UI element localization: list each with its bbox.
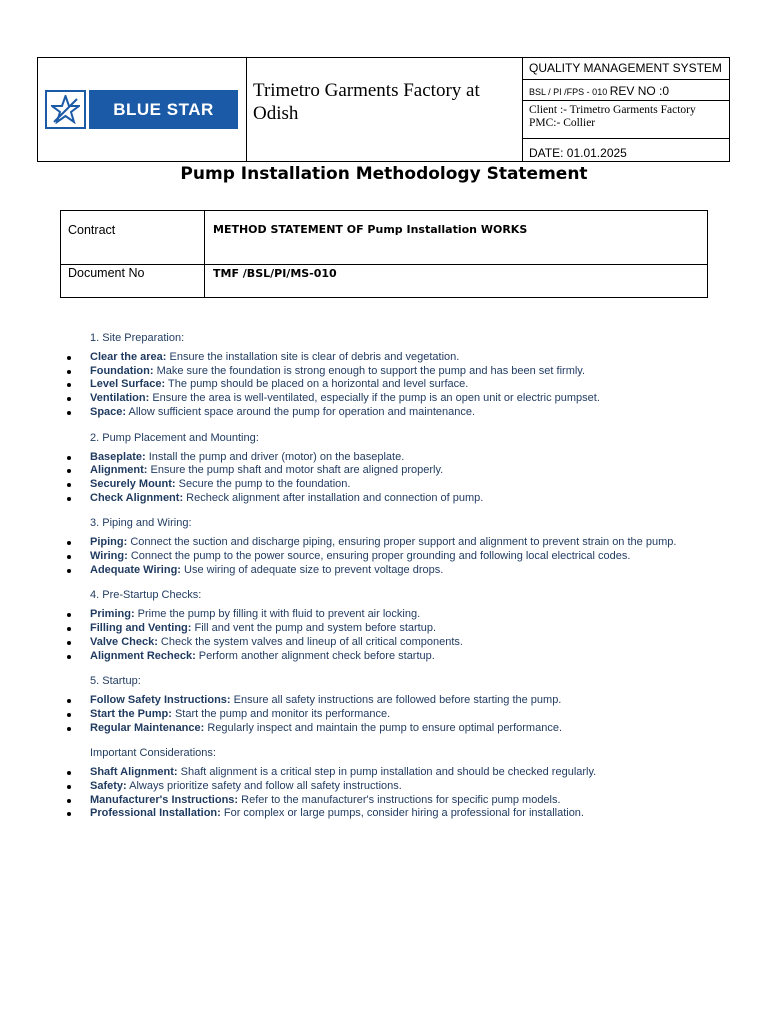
item-text: Ensure the pump shaft and motor shaft are aligned properly. bbox=[147, 464, 444, 477]
bullet-list bbox=[0, 608, 768, 663]
item-term: Level Surface: bbox=[90, 378, 166, 391]
item-text: Perform another alignment check before startup. bbox=[195, 649, 435, 662]
item-term: Professional Installation: bbox=[90, 807, 221, 820]
pmc-label: PMC:- Collier bbox=[529, 117, 596, 129]
item-text: Connect the pump to the power source, ensuring proper grounding and following local electrical codes. bbox=[127, 550, 631, 563]
bullet-list bbox=[0, 351, 768, 420]
item-term: Baseplate: bbox=[90, 450, 146, 463]
section-heading: 2. Pump Placement and Mounting: bbox=[90, 431, 259, 444]
list-item bbox=[90, 464, 680, 478]
contract-table bbox=[60, 210, 708, 298]
item-text: Always prioritize safety and follow all safety instructions. bbox=[126, 780, 402, 793]
item-term: Ventilation: bbox=[90, 392, 150, 405]
list-item bbox=[90, 622, 680, 636]
info-cell bbox=[522, 58, 729, 161]
bullet-list bbox=[0, 694, 768, 735]
list-item bbox=[90, 392, 680, 406]
company-name: Trimetro Garments Factory at Odish bbox=[253, 80, 480, 124]
section bbox=[0, 431, 768, 506]
item-text: Ensure the installation site is clear of debris and vegetation. bbox=[166, 351, 460, 363]
item-term: Foundation: bbox=[90, 364, 154, 377]
bullet-list bbox=[0, 766, 768, 821]
document-title: Pump Installation Methodology Statement bbox=[180, 164, 588, 184]
contract-label: Contract bbox=[68, 223, 116, 237]
section bbox=[0, 331, 768, 420]
date-label: DATE: 01.01.2025 bbox=[529, 146, 627, 160]
doc-code-row bbox=[522, 80, 729, 101]
doc-code: BSL / PI /FPS - 010 bbox=[529, 87, 608, 97]
item-term: Alignment: bbox=[90, 464, 148, 477]
rev-number: REV NO :0 bbox=[609, 84, 670, 98]
item-term: Regular Maintenance: bbox=[90, 721, 205, 734]
item-text: The pump should be placed on a horizontal and level surface. bbox=[165, 378, 469, 391]
table-divider bbox=[204, 211, 205, 297]
list-item bbox=[90, 694, 680, 708]
list-item bbox=[90, 365, 680, 379]
item-text: Install the pump and driver (motor) on the baseplate. bbox=[145, 450, 405, 463]
item-term: Clear the area: bbox=[90, 351, 167, 363]
section bbox=[0, 746, 768, 821]
list-item bbox=[90, 492, 680, 506]
company-cell bbox=[246, 58, 523, 161]
list-item bbox=[90, 766, 680, 780]
table-divider bbox=[61, 264, 707, 265]
item-term: Wiring: bbox=[90, 550, 128, 563]
item-text: For complex or large pumps, consider hiring a professional for installation. bbox=[220, 807, 584, 820]
item-term: Check Alignment: bbox=[90, 491, 184, 504]
item-term: Space: bbox=[90, 405, 127, 418]
item-term: Valve Check: bbox=[90, 635, 158, 648]
item-term: Shaft Alignment: bbox=[90, 766, 178, 779]
item-text: Ensure the area is well-ventilated, especially if the pump is an open unit or electric pumpset. bbox=[149, 392, 600, 405]
list-item bbox=[90, 351, 680, 365]
qms-label: QUALITY MANAGEMENT SYSTEM bbox=[522, 58, 729, 80]
bullet-list bbox=[0, 536, 768, 577]
list-item bbox=[90, 780, 680, 794]
item-text: Refer to the manufacturer's instructions for specific pump models. bbox=[238, 793, 561, 806]
item-term: Alignment Recheck: bbox=[90, 649, 196, 662]
item-term: Follow Safety Instructions: bbox=[90, 694, 231, 707]
list-item bbox=[90, 708, 680, 722]
list-item bbox=[90, 406, 680, 420]
logo-wordmark: BLUE STAR bbox=[89, 90, 238, 129]
item-text: Fill and vent the pump and system before startup. bbox=[191, 622, 437, 635]
item-text: Connect the suction and discharge piping, ensuring proper support and alignment to prevent strain on the pump. bbox=[127, 536, 677, 549]
item-text: Ensure all safety instructions are followed before starting the pump. bbox=[230, 694, 562, 707]
item-text: Secure the pump to the foundation. bbox=[175, 477, 351, 490]
client-row bbox=[522, 101, 729, 139]
list-item bbox=[90, 478, 680, 492]
list-item bbox=[90, 807, 680, 821]
item-text: Regularly inspect and maintain the pump to ensure optimal performance. bbox=[204, 721, 563, 734]
list-item bbox=[90, 608, 680, 622]
list-item bbox=[90, 722, 680, 736]
blue-star-logo bbox=[45, 90, 238, 129]
item-text: Allow sufficient space around the pump for operation and maintenance. bbox=[126, 405, 476, 418]
list-item bbox=[90, 794, 680, 808]
item-text: Make sure the foundation is strong enough to support the pump and has been set firmly. bbox=[153, 364, 586, 377]
list-item bbox=[90, 451, 680, 465]
section-heading: Important Considerations: bbox=[90, 747, 216, 760]
item-text: Use wiring of adequate size to prevent voltage drops. bbox=[180, 563, 444, 576]
item-term: Securely Mount: bbox=[90, 477, 176, 490]
list-item bbox=[90, 378, 680, 392]
item-text: Start the pump and monitor its performance. bbox=[171, 707, 391, 720]
document-no-value: TMF /BSL/PI/MS-010 bbox=[213, 267, 337, 280]
item-term: Filling and Venting: bbox=[90, 622, 192, 635]
bullet-list bbox=[0, 451, 768, 506]
contract-value: METHOD STATEMENT OF Pump Installation WORKS bbox=[213, 223, 528, 236]
section-heading: 1. Site Preparation: bbox=[90, 332, 185, 344]
list-item bbox=[90, 536, 680, 550]
item-text: Check the system valves and lineup of all critical components. bbox=[157, 635, 463, 648]
logo-cell bbox=[38, 58, 247, 161]
list-item bbox=[90, 550, 680, 564]
item-term: Start the Pump: bbox=[90, 707, 172, 720]
item-text: Recheck alignment after installation and connection of pump. bbox=[183, 491, 484, 504]
section bbox=[0, 588, 768, 663]
section-heading: 5. Startup: bbox=[90, 675, 141, 688]
header-table bbox=[37, 57, 730, 162]
section-heading: 3. Piping and Wiring: bbox=[90, 517, 192, 530]
section-heading: 4. Pre-Startup Checks: bbox=[90, 589, 202, 602]
item-term: Adequate Wiring: bbox=[90, 563, 181, 576]
list-item bbox=[90, 636, 680, 650]
method-sections bbox=[0, 331, 768, 832]
item-term: Priming: bbox=[90, 608, 135, 621]
list-item bbox=[90, 564, 680, 578]
client-label: Client :- Trimetro Garments Factory bbox=[529, 104, 696, 116]
item-text: Prime the pump by filling it with fluid to prevent air locking. bbox=[134, 608, 421, 621]
item-text: Shaft alignment is a critical step in pump installation and should be checked regularly. bbox=[177, 766, 597, 779]
item-term: Safety: bbox=[90, 780, 127, 793]
document-no-label: Document No bbox=[68, 266, 145, 280]
star-icon bbox=[45, 90, 86, 129]
section bbox=[0, 516, 768, 577]
item-term: Piping: bbox=[90, 536, 128, 549]
section bbox=[0, 674, 768, 735]
item-term: Manufacturer's Instructions: bbox=[90, 793, 239, 806]
list-item bbox=[90, 650, 680, 664]
